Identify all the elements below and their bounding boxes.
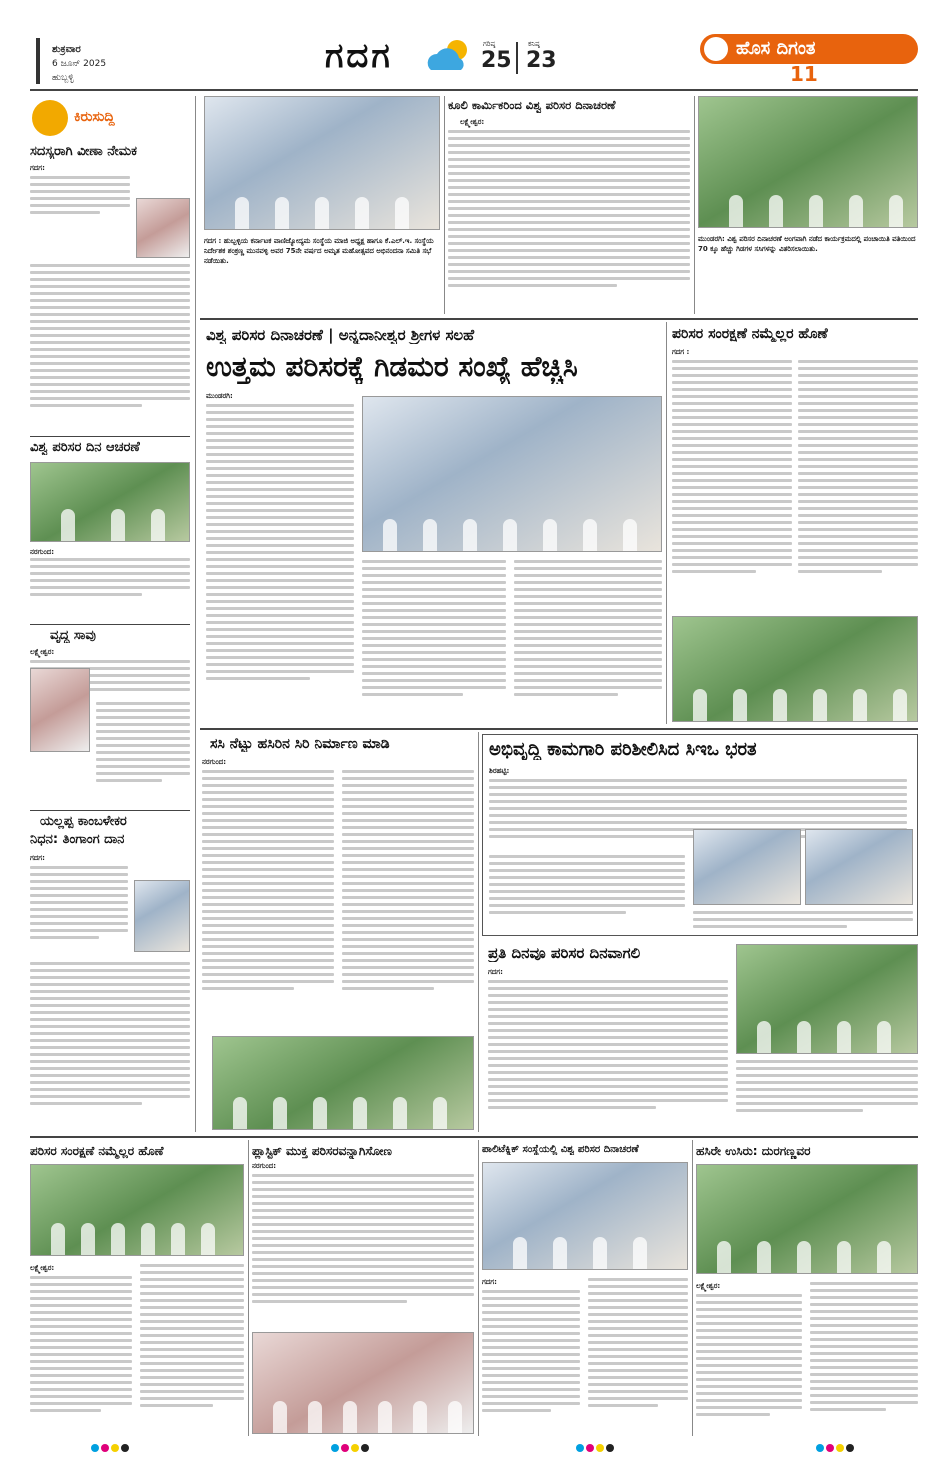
side-story bbox=[670, 322, 918, 724]
temp-divider bbox=[516, 42, 518, 74]
brief2-photo bbox=[30, 462, 190, 542]
lead-headline: ಉತ್ತಮ ಪರಿಸರಕ್ಕೆ ಗಿಡಮರ ಸಂಖ್ಯೆ ಹೆಚ್ಚಿಸಿ bbox=[206, 350, 578, 383]
side-story-body-1 bbox=[672, 360, 792, 608]
section-rule bbox=[30, 1136, 918, 1138]
brand-name: ಹೊಸ ದಿಗಂತ bbox=[736, 38, 816, 59]
registration-mark-icon bbox=[330, 1442, 370, 1454]
top-story-3-photo bbox=[698, 96, 918, 228]
brief4-body-cont bbox=[30, 962, 190, 1128]
bottom-story-3-dateline: ಗದಗ: bbox=[482, 1278, 497, 1286]
section-rule bbox=[200, 318, 918, 320]
bottom-story-2 bbox=[252, 1140, 474, 1436]
mid-story-2-dateline: ಶಿರಹಟ್ಟಿ: bbox=[489, 767, 510, 775]
bottom-story-4-body-2 bbox=[810, 1282, 918, 1434]
top-story-2-title: ಕೂಲಿ ಕಾರ್ಮಿಕರಿಂದ ವಿಶ್ವ ಪರಿಸರ ದಿನಾಚರಣೆ bbox=[448, 98, 616, 112]
mid-story-2-photo-2 bbox=[805, 829, 913, 905]
bottom-story-1 bbox=[30, 1140, 244, 1436]
bottom-story-4-body-1 bbox=[696, 1294, 802, 1434]
column-divider bbox=[248, 1140, 249, 1436]
mid-story-2-photo-1 bbox=[693, 829, 801, 905]
masthead-day: ಶುಕ್ರವಾರ bbox=[52, 44, 81, 55]
bottom-story-4 bbox=[696, 1140, 918, 1436]
top-story-2-body bbox=[448, 130, 690, 312]
mid-story-2-body-2 bbox=[489, 855, 685, 931]
brief2-body bbox=[30, 558, 190, 618]
brief1-title: ಸದಸ್ಯರಾಗಿ ವೀಣಾ ನೇಮಕ bbox=[30, 144, 137, 159]
lead-dateline: ಮುಂಡರಗಿ: bbox=[206, 392, 233, 400]
column-divider bbox=[444, 96, 445, 314]
briefs-column bbox=[30, 96, 190, 1132]
column-divider bbox=[692, 1140, 693, 1436]
brief4-body bbox=[30, 866, 128, 956]
bottom-story-1-photo bbox=[30, 1164, 244, 1256]
mid-story-3-photo bbox=[736, 944, 918, 1054]
mid-story-3-title: ಪ್ರತಿ ದಿನವೂ ಪರಿಸರ ದಿನವಾಗಲಿ bbox=[488, 944, 641, 962]
brief4-title-1: ಯಲ್ಲಪ್ಪ ಕಾಂಬಳೇಕರ bbox=[40, 814, 127, 829]
bottom-story-1-body-1 bbox=[30, 1276, 132, 1434]
column-divider bbox=[666, 322, 667, 724]
masthead bbox=[0, 0, 945, 92]
lead-story bbox=[200, 322, 662, 724]
brand-logo bbox=[700, 34, 918, 64]
brief4-dateline: ಗದಗ: bbox=[30, 854, 45, 862]
masthead-left-bar bbox=[36, 38, 40, 84]
mid-story-3 bbox=[482, 940, 918, 1132]
bottom-story-3-body-1 bbox=[482, 1290, 580, 1434]
bottom-story-2-dateline: ನರಗುಂದ: bbox=[252, 1162, 277, 1170]
bottom-story-1-title: ಪರಿಸರ ಸಂರಕ್ಷಣೆ ನಮ್ಮೆಲ್ಲರ ಹೊಣೆ bbox=[30, 1144, 164, 1158]
brief1-body-cont bbox=[30, 264, 190, 428]
lead-kicker: ವಿಶ್ವ ಪರಿಸರ ದಿನಾಚರಣೆ | ಅನ್ನದಾನೀಶ್ವರ ಶ್ರೀಗಳ ಸಲಹೆ bbox=[206, 326, 475, 344]
section-rule bbox=[200, 728, 918, 730]
bottom-story-4-photo bbox=[696, 1164, 918, 1274]
column-divider bbox=[694, 96, 695, 314]
hand-icon bbox=[32, 100, 68, 136]
bottom-story-4-title: ಹಸಿರೇ ಉಸಿರು: ದುರಗಣ್ಣವರ bbox=[696, 1144, 811, 1158]
column-divider bbox=[478, 732, 479, 1132]
registration-mark-icon bbox=[815, 1442, 855, 1454]
mid-story-2-body-3 bbox=[693, 911, 913, 933]
briefs-label: ಕಿರುಸುದ್ದಿ bbox=[74, 109, 115, 125]
brief2-dateline: ನರಗುಂದ: bbox=[30, 548, 55, 556]
bottom-story-3-title: ಪಾಲಿಟೆಕ್ನಿಕ್ ಸಂಸ್ಥೆಯಲ್ಲಿ ವಿಶ್ವ ಪರಿಸರ ದಿನಾಚರಣೆ bbox=[482, 1144, 639, 1155]
brief4-title-2: ನಿಧನ: ತಿಂಗಾಂಗ ದಾನ bbox=[30, 832, 125, 847]
bottom-story-4-dateline: ಲಕ್ಷ್ಮೇಶ್ವರ: bbox=[696, 1282, 721, 1290]
mid-story-1-dateline: ನರಗುಂದ: bbox=[202, 758, 227, 766]
brief1-photo bbox=[136, 198, 190, 258]
masthead-city: ಹುಬ್ಬಳ್ಳಿ bbox=[52, 73, 74, 83]
top-story-1-photo bbox=[204, 96, 440, 230]
brief4-photo bbox=[134, 880, 190, 952]
mid-story-3-body-1 bbox=[488, 980, 728, 1130]
lead-photo bbox=[362, 396, 662, 552]
brand-emblem-icon bbox=[704, 37, 728, 61]
brief-divider bbox=[30, 436, 190, 437]
bottom-story-2-body bbox=[252, 1174, 474, 1324]
top-story-1 bbox=[200, 96, 440, 314]
masthead-rule bbox=[30, 89, 918, 91]
temp-min-label: ಕನಿಷ್ಠ bbox=[528, 40, 540, 48]
side-story-title: ಪರಿಸರ ಸಂರಕ್ಷಣೆ ನಮ್ಮೆಲ್ಲರ ಹೊಣೆ bbox=[672, 326, 828, 342]
column-divider bbox=[195, 96, 196, 1132]
bottom-story-1-dateline: ಲಕ್ಷ್ಮೇಶ್ವರ: bbox=[30, 1264, 55, 1272]
brief3-title: ವೃದ್ಧ ಸಾವು bbox=[50, 628, 96, 643]
mid-story-1-title: ಸಸಿ ನೆಟ್ಟು ಹಸಿರಿನ ಸಿರಿ ನಿರ್ಮಾಣ ಮಾಡಿ bbox=[210, 736, 390, 752]
bottom-story-3-photo bbox=[482, 1162, 688, 1270]
lead-body-col-3 bbox=[514, 560, 662, 722]
brief1-body bbox=[30, 176, 130, 236]
mid-story-1-body-2 bbox=[342, 770, 474, 1030]
mid-story-3-body-2 bbox=[736, 1060, 918, 1130]
masthead-date: 6 ಜೂನ್ 2025 bbox=[52, 59, 107, 69]
mid-story-1-photo bbox=[212, 1036, 474, 1130]
brief-divider bbox=[30, 810, 190, 811]
mid-story-2-title: ಅಭಿವೃದ್ಧಿ ಕಾಮಗಾರಿ ಪರಿಶೀಲಿಸಿದ ಸಿಇಒ ಭರತ bbox=[489, 739, 757, 760]
brief3-body-cont bbox=[96, 702, 190, 802]
brief3-dateline: ಲಕ್ಷ್ಮೇಶ್ವರ: bbox=[30, 648, 55, 656]
bottom-story-1-body-2 bbox=[140, 1264, 244, 1434]
registration-marks bbox=[0, 1440, 945, 1460]
lead-body-col-1 bbox=[206, 404, 354, 722]
bottom-story-2-title: ಪ್ಲಾಸ್ಟಿಕ್ ಮುಕ್ತ ಪರಿಸರವನ್ನಾಗಿಸೋಣ bbox=[252, 1144, 392, 1158]
lead-body-col-2 bbox=[362, 560, 506, 722]
mid-story-1-body-1 bbox=[202, 770, 334, 1030]
mid-story-1 bbox=[200, 732, 476, 1132]
temp-max-label: ಗರಿಷ್ಠ bbox=[483, 40, 496, 48]
bottom-story-3 bbox=[482, 1140, 688, 1436]
brief-divider bbox=[30, 624, 190, 625]
bottom-story-3-body-2 bbox=[588, 1278, 688, 1434]
side-story-body-2 bbox=[798, 360, 918, 608]
temp-min: 23 bbox=[526, 48, 557, 73]
brief1-dateline: ಗದಗ: bbox=[30, 164, 45, 172]
side-story-dateline: ಗದಗ : bbox=[672, 348, 690, 356]
brief3-photo bbox=[30, 668, 90, 752]
mid-story-2 bbox=[482, 734, 918, 936]
top-story-1-caption: ಗದಗ : ಹುಬ್ಬಳ್ಳಿಯ ಕರ್ನಾಟಕ ವಾಣಿಜ್ಯೋದ್ಯಮ ಸಂಸ್ಥೆಯ ಮಾಜಿ ಅಧ್ಯಕ್ಷ ಹಾಗೂ ಕೆ.ಎಲ್.ಇ. ಸಂಸ್ಥೆಯ ನಿರ್ದೇಶಕ ಶಂಕ್ರಣ್ಣ ಮುನವಳ್ಳಿ ಅವರ 75ನೇ ವರ್ಷದ ಅಮೃತ ಮಹೋತ್ಸವದ ಅಭಿನಂದನಾ ಸಮಿತಿ ಸಭೆ ನಡೆಯಿತು. bbox=[204, 237, 434, 265]
side-story-photo bbox=[672, 616, 918, 722]
column-divider bbox=[478, 1140, 479, 1436]
weather-icon bbox=[423, 36, 479, 76]
top-story-2 bbox=[448, 96, 690, 314]
top-story-3 bbox=[698, 96, 918, 314]
edition-title: ಗದಗ bbox=[325, 36, 393, 76]
page-number: 11 bbox=[790, 62, 818, 86]
top-story-3-caption: ಮುಂಡರಗಿ: ವಿಶ್ವ ಪರಿಸರ ದಿನಾಚರಣೆ ಅಂಗವಾಗಿ ನಡೆದ ಕಾರ್ಯಕ್ರಮದಲ್ಲಿ ಪಂಚಾಯಿತಿ ವತಿಯಿಂದ 70 ಕ್ಕೂ ಹೆಚ್ಚು ಗಿಡಗಳ ಸಸಿಗಳನ್ನು ವಿತರಿಸಲಾಯಿತು. bbox=[698, 235, 916, 253]
registration-mark-icon bbox=[575, 1442, 615, 1454]
registration-mark-icon bbox=[90, 1442, 130, 1454]
mid-story-3-dateline: ಗದಗ: bbox=[488, 968, 503, 976]
briefs-banner bbox=[32, 100, 162, 136]
bottom-story-2-photo bbox=[252, 1332, 474, 1434]
temp-max: 25 bbox=[481, 48, 512, 73]
top-story-2-dateline: ಲಕ್ಷ್ಮೇಶ್ವರ: bbox=[460, 118, 485, 126]
brief2-title: ವಿಶ್ವ ಪರಿಸರ ದಿನ ಆಚರಣೆ bbox=[30, 440, 140, 455]
